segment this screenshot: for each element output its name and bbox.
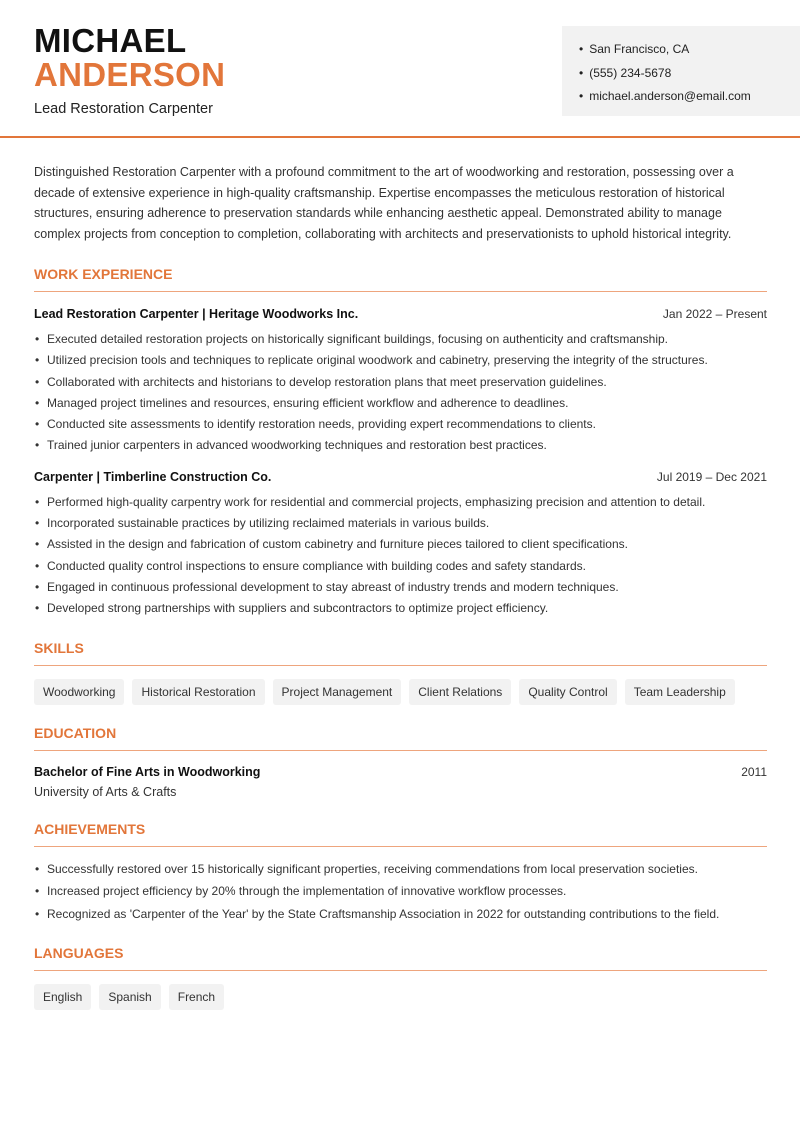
list-item: • Developed strong partnerships with suppliers and subcontractors to optimize project efficiency. bbox=[34, 598, 767, 619]
list-item: • Performed high-quality carpentry work for residential and commercial projects, emphasizing precision and attention to detail. bbox=[34, 492, 767, 513]
contact-box bbox=[562, 26, 800, 116]
list-item: • Executed detailed restoration projects on historically significant buildings, focusing on authenticity and craftsmanship. bbox=[34, 329, 767, 350]
contact-location: • San Francisco, CA bbox=[579, 38, 800, 62]
graduation-year: 2011 bbox=[741, 764, 767, 779]
job-bullets bbox=[34, 329, 767, 457]
job-dates: Jan 2022 – Present bbox=[662, 307, 767, 321]
list-item: • Conducted site assessments to identify restoration needs, providing expert recommendations to clients. bbox=[34, 414, 767, 435]
contact-phone: • (555) 234-5678 bbox=[579, 62, 800, 86]
section-title-work: WORK EXPERIENCE bbox=[34, 266, 767, 292]
list-item: • Conducted quality control inspections to ensure compliance with building codes and safety standards. bbox=[34, 556, 767, 577]
section-title-education: EDUCATION bbox=[34, 725, 767, 751]
summary: Distinguished Restoration Carpenter with a profound commitment to the art of woodworking and restoration, possessing over a decade of extensive experience in high-quality craftsmanship. Expertise encompasses the meticulous restoration of historical structures, ensuring adherence to preservation standards while enhancing aesthetic appeal. Demonstrated ability to manage complex projects from conception to completion, collaborating with architects and preservationists to uphold historical integrity. bbox=[34, 165, 734, 241]
list-item: • Managed project timelines and resources, ensuring efficient workflow and adherence to deadlines. bbox=[34, 393, 767, 414]
language-chip: Spanish bbox=[99, 984, 160, 1010]
name-block bbox=[34, 24, 225, 117]
skill-chip: Quality Control bbox=[519, 679, 616, 705]
list-item: • Increased project efficiency by 20% through the implementation of innovative workflow processes. bbox=[34, 880, 767, 903]
skill-chip: Client Relations bbox=[409, 679, 511, 705]
job-dates: Jul 2019 – Dec 2021 bbox=[656, 469, 767, 484]
school-name: University of Arts & Crafts bbox=[34, 784, 177, 799]
list-item: • Engaged in continuous professional development to stay abreast of industry trends and modern techniques. bbox=[34, 577, 767, 598]
job-title: Lead Restoration Carpenter | Heritage Woodworks Inc. bbox=[34, 307, 359, 321]
language-chip: English bbox=[34, 984, 91, 1010]
section-title-languages: LANGUAGES bbox=[34, 945, 767, 971]
list-item: • Successfully restored over 15 historically significant properties, receiving commendations from local preservation societies. bbox=[34, 858, 767, 881]
first-name: MICHAEL bbox=[34, 22, 187, 59]
education-header bbox=[34, 765, 767, 779]
job-header bbox=[34, 470, 767, 484]
contact-email: • michael.anderson@email.com bbox=[579, 85, 800, 109]
languages-list bbox=[34, 984, 767, 1010]
degree: Bachelor of Fine Arts in Woodworking bbox=[34, 764, 261, 779]
list-item: • Incorporated sustainable practices by utilizing reclaimed materials in various builds. bbox=[34, 513, 767, 534]
skills-list bbox=[34, 679, 767, 705]
section-title-skills: SKILLS bbox=[34, 640, 767, 666]
section-title-achievements: ACHIEVEMENTS bbox=[34, 821, 767, 847]
job-role: Lead Restoration Carpenter bbox=[34, 101, 213, 117]
list-item: • Assisted in the design and fabrication of custom cabinetry and furniture pieces tailored to client specifications. bbox=[34, 534, 767, 555]
skill-chip: Team Leadership bbox=[625, 679, 735, 705]
resume-header bbox=[0, 0, 800, 138]
achievements-list bbox=[34, 858, 767, 926]
skill-chip: Historical Restoration bbox=[132, 679, 264, 705]
language-chip: French bbox=[169, 984, 224, 1010]
list-item: • Utilized precision tools and techniques to replicate original woodwork and cabinetry, preserving the integrity of the structures. bbox=[34, 350, 767, 371]
resume-content bbox=[34, 162, 767, 1010]
list-item: • Trained junior carpenters in advanced woodworking techniques and restoration best practices. bbox=[34, 435, 767, 456]
skill-chip: Project Management bbox=[273, 679, 402, 705]
job-bullets bbox=[34, 492, 767, 620]
skill-chip: Woodworking bbox=[34, 679, 124, 705]
job-title: Carpenter | Timberline Construction Co. bbox=[34, 469, 272, 484]
list-item: • Collaborated with architects and historians to develop restoration plans that meet preservation guidelines. bbox=[34, 372, 767, 393]
job-header bbox=[34, 307, 767, 321]
list-item: • Recognized as 'Carpenter of the Year' by the State Craftsmanship Association in 2022 for outstanding contributions to the field. bbox=[34, 903, 767, 926]
last-name: ANDERSON bbox=[34, 56, 226, 93]
